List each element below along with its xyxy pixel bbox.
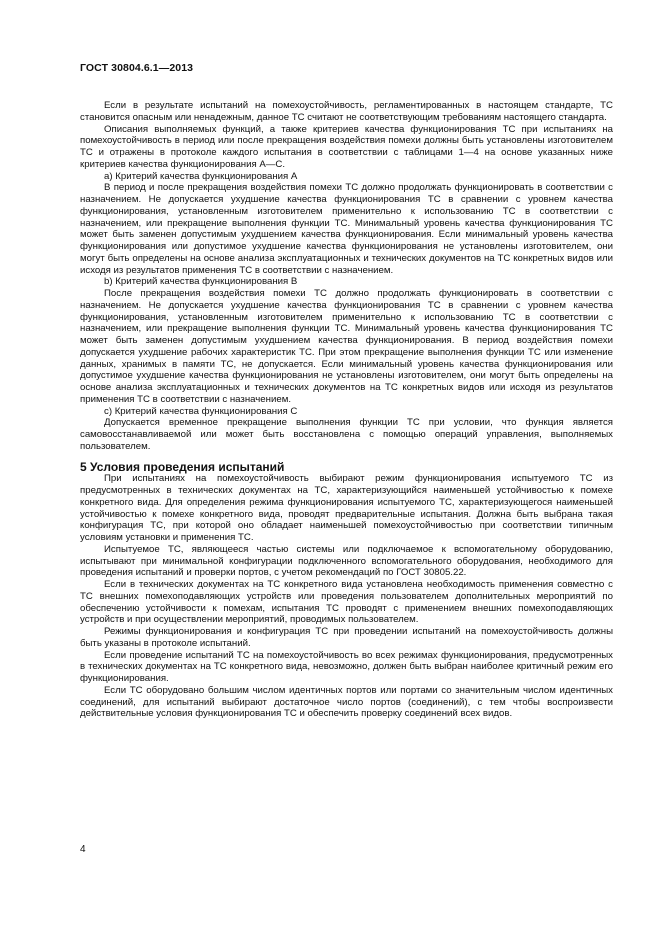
paragraph: Допускается временное прекращение выполнения функции ТС при условии, что функция является самовосстанавливаемой или может быть восстановлена с помощью операций управления, выполняемых пользователем. xyxy=(80,417,613,452)
paragraph: Если проведение испытаний ТС на помехоустойчивость во всех режимах функционирования, предусмотренных в технических документах на ТС конкретного вида, невозможно, должен быть выбран наиболее критичный режим его функционирования. xyxy=(80,649,613,684)
paragraph: В период и после прекращения воздействия помехи ТС должно продолжать функционировать в соответствии с назначением. Не допускается ухудшение качества функционирования ТС в сравнении с уровнем качества функционирования, установленным изготовителем применительно к использованию ТС в соответствии с назначением, или прекращение выполнения функции ТС. Минимальный уровень качества функционирования ТС может быть заменен допустимым ухудшением качества функционирования. Если минимальный уровень качества функционирования или допустимое ухудшение качества функционирования не установлены изготовителем, они могут быть определены на основе анализа эксплуатационных и технических документов на ТС конкретных видов или исходя из результатов применения ТС в соответствии с назначением. xyxy=(80,182,613,276)
paragraph: Испытуемое ТС, являющееся частью системы или подключаемое к вспомогательному оборудованию, испытывают при минимальной конфигурации подключенного вспомогательного оборудования, необходимого для проведения испытаний и проверки портов, с учетом рекомендаций по ГОСТ 30805.22. xyxy=(80,543,613,579)
section-title: 5 Условия проведения испытаний xyxy=(80,459,285,474)
paragraph: После прекращения воздействия помехи ТС должно продолжать функционировать в соответствии с назначением. Не допускается ухудшение качества функционирования ТС в сравнении с уровнем качества функционирования, установленным изготовителем применительно к использованию ТС в соответствии с назначением, или прекращение выполнения функции ТС. Минимальный уровень качества функционирования ТС может быть заменен допустимым ухудшением качества функционирования. В период воздействия помехи допускается ухудшение рабочих характеристик ТС. При этом прекращение выполнения функции ТС или изменение данных, хранимых в памяти ТС, не допускается. Если минимальный уровень качества функционирования или допустимое ухудшение качества функционирования не установлены изготовителем, они могут быть определены на основе анализа эксплуатационных и технических документов на ТС конкретных видов или исходя из результатов применения ТС в соответствии с назначением. xyxy=(80,288,613,405)
paragraph: При испытаниях на помехоустойчивость выбирают режим функционирования испытуемого ТС из предусмотренных в технических документах на ТС, характеризующийся наименьшей устойчивостью к помехе конкретного вида. Для определения режима функционирования испытуемого ТС, характеризующегося наименьшей устойчивостью к помехе конкретного вида, проводят предварительные испытания. Должна быть выбрана такая конфигурация ТС, при которой оно обладает наименьшей помехоустойчивостью при соответствии типичным условиям установки и применения ТС. xyxy=(80,473,613,543)
criterion-a-heading: а) Критерий качества функционирования А xyxy=(104,170,298,182)
paragraph: Описания выполняемых функций, а также критериев качества функционирования ТС при испытаниях на помехоустойчивость в период или после прекращения воздействия помехи должны быть установлены изготовителем ТС и отражены в протоколе каждого испытания в соответствии с таблицами 1—4 на основе указанных ниже критериев качества функционирования А—С. xyxy=(80,123,613,170)
criterion-b-heading: b) Критерий качества функционирования В xyxy=(104,276,298,288)
page-number: 4 xyxy=(80,844,86,855)
document-body xyxy=(80,100,613,720)
paragraph: Если ТС оборудовано большим числом идентичных портов или портами со значительным числом идентичных соединений, для испытаний выбирают достаточное число портов (соединений), с тем чтобы воспроизвести действительные условия функционирования ТС и обеспечить проверку соединений всех видов. xyxy=(80,684,613,720)
criterion-c-heading: с) Критерий качества функционирования С xyxy=(104,405,298,417)
paragraph: Если в технических документах на ТС конкретного вида установлена необходимость применения совместно с ТС внешних помехоподавляющих устройств или проведения пользователем дополнительных мероприятий по обеспечению устойчивости к помехам, испытания ТС проводят с применением внешних помехоподавляющих устройств и при осуществлении мероприятий, проводимых пользователем. xyxy=(80,579,613,626)
paragraph: Если в результате испытаний на помехоустойчивость, регламентированных в настоящем стандарте, ТС становится опасным или ненадежным, данное ТС считают не соответствующим требованиям настоящего стандарта. xyxy=(80,100,613,123)
paragraph: Режимы функционирования и конфигурация ТС при проведении испытаний на помехоустойчивость должны быть указаны в протоколе испытаний. xyxy=(80,626,613,649)
document-code-header: ГОСТ 30804.6.1—2013 xyxy=(80,62,194,74)
